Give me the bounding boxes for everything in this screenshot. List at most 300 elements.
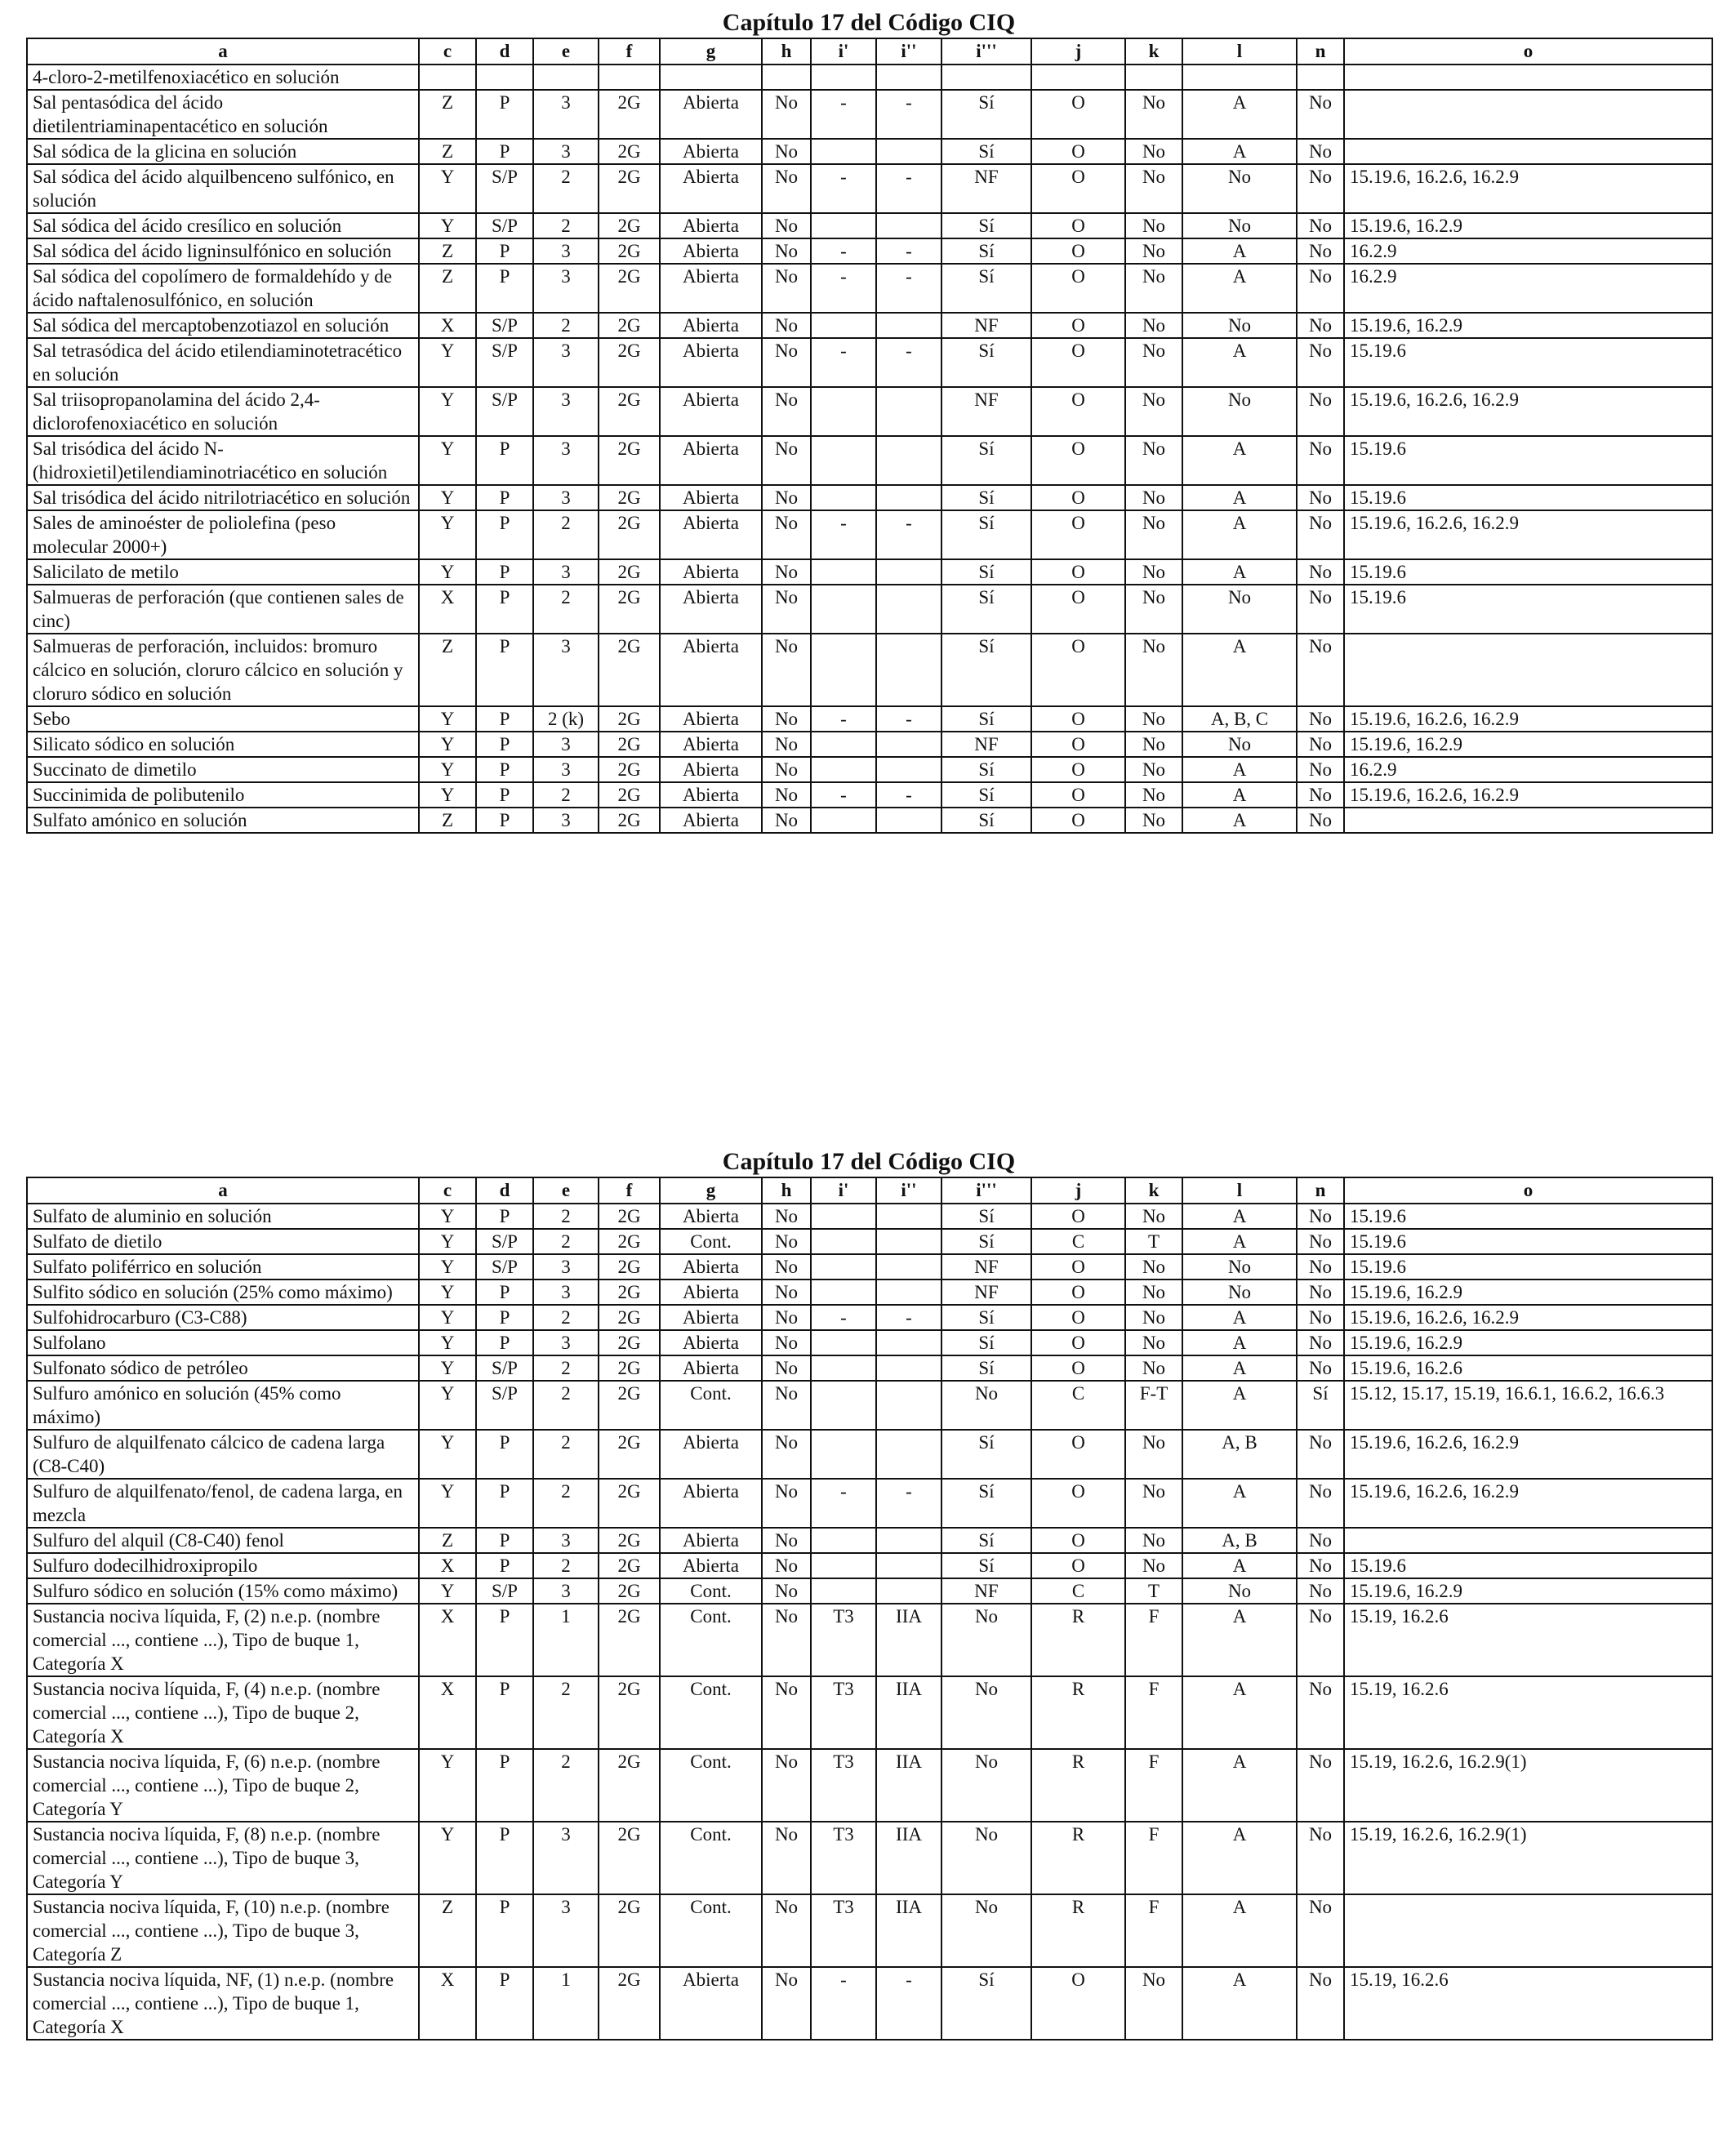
table-cell: P bbox=[476, 1305, 533, 1330]
table-cell: 2 bbox=[533, 1553, 599, 1578]
table-cell: No bbox=[762, 559, 811, 585]
column-header: i' bbox=[811, 38, 876, 65]
table-cell: S/P bbox=[476, 1381, 533, 1430]
table-cell: S/P bbox=[476, 164, 533, 213]
table-cell: S/P bbox=[476, 338, 533, 387]
table-cell: P bbox=[476, 139, 533, 164]
table-cell: O bbox=[1031, 338, 1125, 387]
table-cell: 2G bbox=[599, 732, 660, 757]
table-cell: No bbox=[1125, 164, 1182, 213]
table-row bbox=[27, 485, 1712, 510]
table-cell: - bbox=[876, 510, 941, 559]
table-cell: No bbox=[1125, 808, 1182, 833]
table-cell: 2 bbox=[533, 585, 599, 634]
table-cell: 16.2.9 bbox=[1344, 238, 1712, 264]
table-cell: - bbox=[876, 164, 941, 213]
table-cell bbox=[1344, 1894, 1712, 1967]
table-cell bbox=[876, 634, 941, 706]
table-cell: 2 bbox=[533, 1381, 599, 1430]
table-cell: Sí bbox=[1297, 1381, 1344, 1430]
table-cell: 2G bbox=[599, 1254, 660, 1279]
column-header: c bbox=[419, 1177, 476, 1204]
product-name-cell: Sal trisódica del ácido nitrilotriacético en solución bbox=[27, 485, 419, 510]
table-cell: No bbox=[1125, 338, 1182, 387]
table-cell: 15.19.6, 16.2.6, 16.2.9 bbox=[1344, 706, 1712, 732]
table-cell: Abierta bbox=[660, 1204, 762, 1229]
table-cell: No bbox=[941, 1822, 1031, 1894]
table-cell: 2G bbox=[599, 264, 660, 313]
table-cell: 3 bbox=[533, 139, 599, 164]
table-cell: P bbox=[476, 485, 533, 510]
table-cell: T bbox=[1125, 1578, 1182, 1604]
table-cell: 15.19.6, 16.2.6, 16.2.9 bbox=[1344, 1479, 1712, 1528]
table-cell: No bbox=[762, 1749, 811, 1822]
product-name-cell: Sustancia nociva líquida, F, (2) n.e.p. (nombre comercial ..., contiene ...), Tipo de buque 1, Categoría X bbox=[27, 1604, 419, 1676]
column-header: d bbox=[476, 1177, 533, 1204]
table-cell: No bbox=[762, 1553, 811, 1578]
column-header: i''' bbox=[941, 38, 1031, 65]
table-cell: No bbox=[1297, 1578, 1344, 1604]
table-cell bbox=[1297, 65, 1344, 90]
table-cell: No bbox=[1297, 732, 1344, 757]
table-cell: No bbox=[762, 213, 811, 238]
table-cell: No bbox=[762, 782, 811, 808]
table-cell: 2G bbox=[599, 782, 660, 808]
table-cell: A bbox=[1182, 1355, 1297, 1381]
table-cell: 3 bbox=[533, 732, 599, 757]
table-cell: Z bbox=[419, 1894, 476, 1967]
table-row bbox=[27, 1528, 1712, 1553]
table-cell: Y bbox=[419, 338, 476, 387]
table-cell: C bbox=[1031, 1229, 1125, 1254]
table-row bbox=[27, 238, 1712, 264]
table-cell: Y bbox=[419, 559, 476, 585]
table-cell: 15.19, 16.2.6 bbox=[1344, 1604, 1712, 1676]
table-cell: Y bbox=[419, 757, 476, 782]
table-cell: No bbox=[1297, 782, 1344, 808]
table-cell bbox=[876, 436, 941, 485]
column-header: h bbox=[762, 1177, 811, 1204]
table-cell bbox=[876, 1355, 941, 1381]
product-name-cell: Sustancia nociva líquida, NF, (1) n.e.p. (nombre comercial ..., contiene ...), Tipo de buque 1, Categoría X bbox=[27, 1967, 419, 2040]
table-cell: 15.19.6 bbox=[1344, 485, 1712, 510]
table-cell: P bbox=[476, 1279, 533, 1305]
table-cell: 3 bbox=[533, 387, 599, 436]
table-cell: - bbox=[811, 510, 876, 559]
column-header: a bbox=[27, 1177, 419, 1204]
column-header: i'' bbox=[876, 1177, 941, 1204]
table-cell: Abierta bbox=[660, 585, 762, 634]
product-name-cell: Salmueras de perforación, incluidos: bromuro cálcico en solución, cloruro cálcico en solución y cloruro sódico en solución bbox=[27, 634, 419, 706]
table-cell: Cont. bbox=[660, 1749, 762, 1822]
table-cell: S/P bbox=[476, 313, 533, 338]
table-cell: 3 bbox=[533, 808, 599, 833]
table-cell: O bbox=[1031, 706, 1125, 732]
table-row bbox=[27, 1430, 1712, 1479]
table-cell: A bbox=[1182, 559, 1297, 585]
table-cell: Z bbox=[419, 139, 476, 164]
table-cell: 2G bbox=[599, 634, 660, 706]
table-cell: - bbox=[876, 264, 941, 313]
table-cell bbox=[811, 757, 876, 782]
product-name-cell: Sustancia nociva líquida, F, (8) n.e.p. (nombre comercial ..., contiene ...), Tipo de buque 3, Categoría Y bbox=[27, 1822, 419, 1894]
table-cell: No bbox=[1297, 213, 1344, 238]
table-cell: 2G bbox=[599, 808, 660, 833]
table-cell: Sí bbox=[941, 808, 1031, 833]
table-cell: Sí bbox=[941, 1430, 1031, 1479]
table-row bbox=[27, 559, 1712, 585]
product-name-cell: Salicilato de metilo bbox=[27, 559, 419, 585]
product-name-cell: Sulfato de aluminio en solución bbox=[27, 1204, 419, 1229]
product-name-cell: Sal sódica del ácido alquilbenceno sulfónico, en solución bbox=[27, 164, 419, 213]
table-row bbox=[27, 436, 1712, 485]
column-header: c bbox=[419, 38, 476, 65]
table-cell: Abierta bbox=[660, 213, 762, 238]
table-cell bbox=[811, 634, 876, 706]
table-cell: No bbox=[1125, 757, 1182, 782]
table-cell: X bbox=[419, 585, 476, 634]
table-row bbox=[27, 213, 1712, 238]
table-cell: No bbox=[762, 139, 811, 164]
cargo-table-2 bbox=[26, 1147, 1712, 2041]
table-cell: 2 bbox=[533, 313, 599, 338]
table-cell: X bbox=[419, 1676, 476, 1749]
table-cell: 15.19.6 bbox=[1344, 1553, 1712, 1578]
table-cell: P bbox=[476, 706, 533, 732]
column-header: k bbox=[1125, 1177, 1182, 1204]
table-cell: No bbox=[1125, 1528, 1182, 1553]
column-header: d bbox=[476, 38, 533, 65]
table-row bbox=[27, 338, 1712, 387]
table-cell: No bbox=[762, 1305, 811, 1330]
table-cell: No bbox=[1297, 313, 1344, 338]
table-row bbox=[27, 264, 1712, 313]
table-cell: - bbox=[876, 238, 941, 264]
table-cell: 2G bbox=[599, 338, 660, 387]
table-cell: No bbox=[1125, 1204, 1182, 1229]
table-cell: No bbox=[941, 1676, 1031, 1749]
table-cell: Y bbox=[419, 1749, 476, 1822]
table-cell: P bbox=[476, 1822, 533, 1894]
table-row bbox=[27, 1894, 1712, 1967]
table-cell: No bbox=[1182, 164, 1297, 213]
table-cell: No bbox=[1182, 1254, 1297, 1279]
table-cell: 15.19.6 bbox=[1344, 1229, 1712, 1254]
product-name-cell: 4-cloro-2-metilfenoxiacético en solución bbox=[27, 65, 419, 90]
table-cell: 2 bbox=[533, 1676, 599, 1749]
table-cell: 2G bbox=[599, 559, 660, 585]
table-cell bbox=[811, 65, 876, 90]
table-cell: A, B bbox=[1182, 1430, 1297, 1479]
table-cell: Sí bbox=[941, 1355, 1031, 1381]
table-cell: Abierta bbox=[660, 808, 762, 833]
table-cell: No bbox=[762, 1330, 811, 1355]
table-cell: A bbox=[1182, 634, 1297, 706]
table-cell: A bbox=[1182, 1604, 1297, 1676]
table-cell: Abierta bbox=[660, 1330, 762, 1355]
table-cell: R bbox=[1031, 1676, 1125, 1749]
table-row bbox=[27, 1749, 1712, 1822]
table-cell: Abierta bbox=[660, 164, 762, 213]
column-header: a bbox=[27, 38, 419, 65]
table-cell: No bbox=[1182, 1279, 1297, 1305]
table-cell: 2 bbox=[533, 213, 599, 238]
table-cell: 2G bbox=[599, 1967, 660, 2040]
table-cell: 15.19.6, 16.2.9 bbox=[1344, 1279, 1712, 1305]
table-cell: No bbox=[1297, 1822, 1344, 1894]
table-cell: Y bbox=[419, 1229, 476, 1254]
table-cell: 3 bbox=[533, 1330, 599, 1355]
table-cell: O bbox=[1031, 732, 1125, 757]
table-cell: Abierta bbox=[660, 782, 762, 808]
table-cell: 2G bbox=[599, 1822, 660, 1894]
table-cell: Cont. bbox=[660, 1822, 762, 1894]
table-cell: 2G bbox=[599, 485, 660, 510]
table-cell: - bbox=[811, 164, 876, 213]
table-cell: 1 bbox=[533, 1604, 599, 1676]
table-cell: No bbox=[762, 1894, 811, 1967]
table-cell: 15.19.6, 16.2.6, 16.2.9 bbox=[1344, 510, 1712, 559]
table-cell: F bbox=[1125, 1676, 1182, 1749]
table-cell: 15.19.6, 16.2.9 bbox=[1344, 313, 1712, 338]
table-cell: Sí bbox=[941, 1305, 1031, 1330]
table-cell: Y bbox=[419, 1279, 476, 1305]
table-cell: S/P bbox=[476, 387, 533, 436]
table-cell: No bbox=[1297, 1604, 1344, 1676]
table-cell: No bbox=[1297, 559, 1344, 585]
table-cell bbox=[1344, 808, 1712, 833]
table-cell: T3 bbox=[811, 1894, 876, 1967]
table-row bbox=[27, 1604, 1712, 1676]
table-cell: NF bbox=[941, 1279, 1031, 1305]
table-cell: 15.19, 16.2.6, 16.2.9(1) bbox=[1344, 1822, 1712, 1894]
table-cell: 2G bbox=[599, 436, 660, 485]
table-row bbox=[27, 65, 1712, 90]
table-cell: No bbox=[1125, 436, 1182, 485]
table-cell: 2 bbox=[533, 1355, 599, 1381]
table-cell: Cont. bbox=[660, 1604, 762, 1676]
column-header: i''' bbox=[941, 1177, 1031, 1204]
table-cell: No bbox=[1125, 1355, 1182, 1381]
table-cell: Y bbox=[419, 1822, 476, 1894]
table-cell: No bbox=[762, 313, 811, 338]
table-cell: 2G bbox=[599, 510, 660, 559]
table-cell: A bbox=[1182, 1204, 1297, 1229]
table-cell: 2G bbox=[599, 1604, 660, 1676]
table-cell: X bbox=[419, 313, 476, 338]
table-cell: - bbox=[876, 706, 941, 732]
table-cell: 2 bbox=[533, 510, 599, 559]
table-cell: Y bbox=[419, 782, 476, 808]
table-cell: Abierta bbox=[660, 485, 762, 510]
table-cell: A bbox=[1182, 1967, 1297, 2040]
product-name-cell: Sulfuro del alquil (C8-C40) fenol bbox=[27, 1528, 419, 1553]
table-cell: P bbox=[476, 1967, 533, 2040]
table-cell: O bbox=[1031, 1967, 1125, 2040]
table-cell: 2 bbox=[533, 1204, 599, 1229]
table-cell: 2G bbox=[599, 1381, 660, 1430]
table-cell: F bbox=[1125, 1822, 1182, 1894]
table-cell: 15.12, 15.17, 15.19, 16.6.1, 16.6.2, 16.6.3 bbox=[1344, 1381, 1712, 1430]
table-cell: No bbox=[1297, 1528, 1344, 1553]
table-cell: Y bbox=[419, 387, 476, 436]
table-row bbox=[27, 387, 1712, 436]
table-row bbox=[27, 1381, 1712, 1430]
table-cell: Sí bbox=[941, 213, 1031, 238]
table-cell: 2G bbox=[599, 1305, 660, 1330]
table-cell: No bbox=[1297, 1305, 1344, 1330]
table-cell: O bbox=[1031, 1204, 1125, 1229]
column-header: l bbox=[1182, 1177, 1297, 1204]
table-cell: C bbox=[1031, 1381, 1125, 1430]
table-cell: A bbox=[1182, 510, 1297, 559]
table-cell: S/P bbox=[476, 213, 533, 238]
table-cell: 3 bbox=[533, 634, 599, 706]
table-cell: P bbox=[476, 782, 533, 808]
table-cell: No bbox=[762, 1204, 811, 1229]
table-cell: No bbox=[1125, 510, 1182, 559]
table-cell bbox=[762, 65, 811, 90]
table-cell: A bbox=[1182, 338, 1297, 387]
table-cell: Sí bbox=[941, 436, 1031, 485]
table-cell: Abierta bbox=[660, 313, 762, 338]
table-cell: T3 bbox=[811, 1749, 876, 1822]
table-cell: Y bbox=[419, 732, 476, 757]
table-cell: IIA bbox=[876, 1894, 941, 1967]
table-cell: P bbox=[476, 559, 533, 585]
table-row bbox=[27, 510, 1712, 559]
table-cell: 2G bbox=[599, 1204, 660, 1229]
table-cell bbox=[876, 1430, 941, 1479]
table-cell bbox=[811, 808, 876, 833]
table-cell: No bbox=[1297, 139, 1344, 164]
table-cell: Sí bbox=[941, 706, 1031, 732]
table-cell: No bbox=[1297, 338, 1344, 387]
table-cell: P bbox=[476, 1749, 533, 1822]
table-cell: No bbox=[1125, 634, 1182, 706]
table-cell: X bbox=[419, 1604, 476, 1676]
table-cell: No bbox=[762, 1229, 811, 1254]
table-cell: T bbox=[1125, 1229, 1182, 1254]
table-cell: R bbox=[1031, 1604, 1125, 1676]
table-cell: Sí bbox=[941, 485, 1031, 510]
table-cell: Y bbox=[419, 1479, 476, 1528]
table-cell: No bbox=[1125, 782, 1182, 808]
table-cell bbox=[876, 1204, 941, 1229]
table-cell: Y bbox=[419, 1355, 476, 1381]
table-cell: 3 bbox=[533, 238, 599, 264]
product-name-cell: Sulfolano bbox=[27, 1330, 419, 1355]
table-cell: No bbox=[762, 1822, 811, 1894]
table-cell bbox=[811, 1330, 876, 1355]
table-cell bbox=[811, 559, 876, 585]
column-header: e bbox=[533, 38, 599, 65]
table-cell: 2G bbox=[599, 585, 660, 634]
table-cell: Z bbox=[419, 90, 476, 139]
table-cell: 2G bbox=[599, 213, 660, 238]
table-cell: 3 bbox=[533, 1894, 599, 1967]
table-cell: No bbox=[1125, 90, 1182, 139]
table-cell: No bbox=[762, 510, 811, 559]
column-header: i'' bbox=[876, 38, 941, 65]
table-cell: 2G bbox=[599, 1229, 660, 1254]
table-cell: 3 bbox=[533, 1528, 599, 1553]
table-cell: 16.2.9 bbox=[1344, 757, 1712, 782]
table-cell: - bbox=[876, 1305, 941, 1330]
table-cell bbox=[876, 1578, 941, 1604]
table-cell: Abierta bbox=[660, 1305, 762, 1330]
table-cell: Sí bbox=[941, 238, 1031, 264]
table-cell: S/P bbox=[476, 1578, 533, 1604]
table-cell: Y bbox=[419, 1254, 476, 1279]
table-cell: Sí bbox=[941, 1229, 1031, 1254]
table-row bbox=[27, 1229, 1712, 1254]
table-cell: A bbox=[1182, 1894, 1297, 1967]
table-cell: No bbox=[1125, 139, 1182, 164]
table-cell: No bbox=[1125, 485, 1182, 510]
table-cell: R bbox=[1031, 1749, 1125, 1822]
table-cell: 2G bbox=[599, 387, 660, 436]
table-row bbox=[27, 782, 1712, 808]
table-cell: A bbox=[1182, 485, 1297, 510]
table-cell: No bbox=[1297, 90, 1344, 139]
table-cell: No bbox=[1182, 585, 1297, 634]
table-cell: Y bbox=[419, 485, 476, 510]
table-cell bbox=[811, 1381, 876, 1430]
table-cell: Cont. bbox=[660, 1894, 762, 1967]
table-cell: No bbox=[762, 634, 811, 706]
table-cell: O bbox=[1031, 139, 1125, 164]
product-name-cell: Sulfuro de alquilfenato cálcico de cadena larga (C8-C40) bbox=[27, 1430, 419, 1479]
table-cell: R bbox=[1031, 1894, 1125, 1967]
table-cell: O bbox=[1031, 238, 1125, 264]
table-cell: 3 bbox=[533, 338, 599, 387]
table-cell: R bbox=[1031, 1822, 1125, 1894]
table-cell: P bbox=[476, 732, 533, 757]
table-cell: Abierta bbox=[660, 139, 762, 164]
table-cell bbox=[876, 485, 941, 510]
table-cell: Y bbox=[419, 1578, 476, 1604]
table-cell: 2G bbox=[599, 164, 660, 213]
table-cell bbox=[811, 1528, 876, 1553]
table-cell: A bbox=[1182, 1822, 1297, 1894]
table-cell: Y bbox=[419, 1430, 476, 1479]
table-cell: Abierta bbox=[660, 264, 762, 313]
table-cell: O bbox=[1031, 485, 1125, 510]
table-cell: 1 bbox=[533, 1967, 599, 2040]
table-cell: No bbox=[1297, 1279, 1344, 1305]
table-cell: No bbox=[1297, 1479, 1344, 1528]
table-cell: O bbox=[1031, 757, 1125, 782]
table-cell: Sí bbox=[941, 757, 1031, 782]
table-cell: 3 bbox=[533, 1578, 599, 1604]
table-cell: A bbox=[1182, 90, 1297, 139]
table-cell: O bbox=[1031, 585, 1125, 634]
table-cell: 15.19.6, 16.2.6 bbox=[1344, 1355, 1712, 1381]
table-cell: O bbox=[1031, 1528, 1125, 1553]
table-cell: T3 bbox=[811, 1676, 876, 1749]
table-cell: Y bbox=[419, 1381, 476, 1430]
table-cell: Abierta bbox=[660, 1528, 762, 1553]
table-cell: No bbox=[1125, 213, 1182, 238]
table-cell: Sí bbox=[941, 1479, 1031, 1528]
table-cell: A bbox=[1182, 1479, 1297, 1528]
table-cell bbox=[811, 1279, 876, 1305]
column-header: j bbox=[1031, 1177, 1125, 1204]
table-cell bbox=[811, 1229, 876, 1254]
table-cell bbox=[419, 65, 476, 90]
table-cell: O bbox=[1031, 1254, 1125, 1279]
